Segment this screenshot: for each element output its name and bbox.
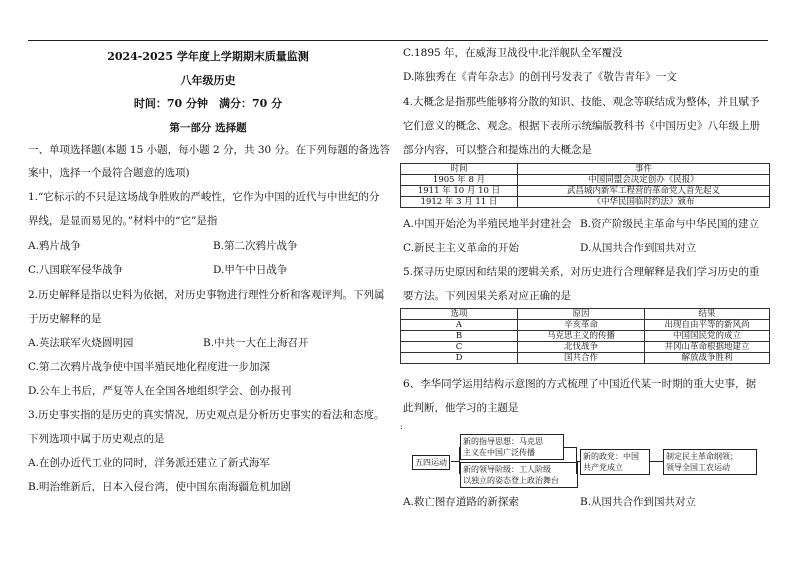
table-cell: 1912 年 3 月 11 日 (401, 197, 518, 208)
table-cell: C (401, 342, 518, 353)
table-cell: A (401, 320, 518, 331)
table-cell: 1905 年 8 月 (401, 175, 518, 186)
table-row (401, 197, 770, 208)
instructions-line2: 案中，选择一个最符合题意的选项) (28, 167, 190, 179)
q1-option-a[interactable]: A.鸦片战争 (28, 240, 81, 252)
table-row (401, 353, 770, 364)
q6-stem-2: 此判断，他学习的主题是 (403, 402, 519, 414)
q6-mark: : (400, 422, 403, 431)
q6-stem-1: 6、李华同学运用结构示意图的方式梳理了中国近代某一时期的重大史事，据 (403, 378, 757, 390)
q6-option-a[interactable]: A.救亡图存道路的新探索 (403, 496, 519, 508)
q3-stem-2: 下列选项中属于历史观点的是 (28, 433, 165, 445)
q4-table-header: 时间 (401, 164, 518, 175)
diagram-end-line1: 制定民主革命纲领； (666, 452, 738, 461)
q2-stem-2: 于历史解释的是 (28, 313, 102, 325)
q4-table (400, 163, 770, 208)
q1-option-d[interactable]: D.甲午中日战争 (213, 264, 288, 276)
q3-stem-1: 3.历史事实指的是历史的真实情况，历史观点是分析历史事实的看法和态度。 (28, 409, 385, 421)
table-row (401, 331, 770, 342)
exam-title: 2024-2025 学年度上学期期末质量监测 (107, 50, 309, 63)
table-cell: 马克思主义的传播 (518, 331, 645, 342)
table-cell: 北伐战争 (518, 342, 645, 353)
diagram-end-line2: 领导全国工农运动 (666, 463, 730, 472)
q2-option-d[interactable]: D.公车上书后，严复等人在全国各地组织学会、创办报刊 (28, 385, 292, 397)
diagram-lower-line1: 新的领导阶级：工人阶级 (463, 465, 551, 474)
instructions-line1: 一、单项选择题(本题 15 小题，每小题 2 分，共 30 分。在下列每题的备选答 (28, 144, 391, 156)
diagram-lower-box (460, 462, 578, 488)
q5-table-header: 原因 (518, 309, 645, 320)
diagram-mid-line1: 新的政党：中国 (583, 452, 639, 461)
table-cell: 解放战争胜利 (645, 353, 770, 364)
part-heading: 第一部分 选择题 (169, 122, 247, 134)
q4-stem-1: 4.大概念是指那些能够将分散的知识、技能、观念等联结成为整体，并且赋予 (403, 96, 760, 108)
table-cell: 井冈山革命根据地建立 (645, 342, 770, 353)
table-cell: 武昌城内新军工程营的革命党人首先起义 (518, 186, 770, 197)
table-cell: B (401, 331, 518, 342)
diagram-upper-line2: 主义在中国广泛传播 (463, 448, 535, 457)
top-rule (28, 40, 768, 41)
q5-table-header: 选项 (401, 309, 518, 320)
q4-table-header: 事件 (518, 164, 770, 175)
q6-option-b[interactable]: B.从国共合作到国共对立 (580, 496, 697, 508)
diagram-end-box (663, 449, 757, 475)
time-score: 时间：70 分钟 满分：70 分 (133, 97, 283, 110)
q3-option-b[interactable]: B.明治维新后，日本入侵台湾，使中国东南海疆危机加剧 (28, 481, 292, 493)
q5-stem-2: 要方法。下列因果关系对应正确的是 (403, 290, 571, 302)
diagram-connector (564, 447, 576, 448)
q1-option-c[interactable]: C.八国联军侵华战争 (28, 264, 123, 276)
q1-option-b[interactable]: B.第二次鸦片战争 (213, 240, 298, 252)
q2-stem-1: 2.历史解释是指以史料为依据，对历史事物进行理性分析和客观评判。下列属 (28, 289, 385, 301)
diagram-mid-line2: 共产党成立 (583, 463, 623, 472)
diagram-connector (649, 461, 663, 462)
diagram-lower-line2: 以独立的姿态登上政治舞台 (463, 476, 559, 485)
q4-option-d[interactable]: D.从国共合作到国共对立 (580, 242, 697, 254)
diagram-start-box: 五四运动 (412, 455, 450, 470)
q5-table (400, 308, 770, 364)
subject-title: 八年级历史 (180, 74, 236, 87)
q4-option-a[interactable]: A.中国开始沦为半殖民地半封建社会 (403, 218, 572, 230)
q2-option-c[interactable]: C.第二次鸦片战争使中国半殖民地化程度进一步加深 (28, 361, 270, 373)
q1-stem-1: 1.“它标示的不只是这场战争胜败的严峻性，它作为中国的近代与中世纪的分 (28, 191, 380, 203)
q4-stem-2: 它们意义的概念、观念。根据下表所示统编版教科书《中国历史》八年级上册 (403, 120, 760, 132)
table-cell: 出现自由平等的新风尚 (645, 320, 770, 331)
diagram-upper-box (460, 434, 564, 460)
q2-option-a[interactable]: A.英法联军火烧圆明园 (28, 337, 134, 349)
diagram-connector (451, 461, 459, 462)
table-cell: 《中华民国临时约法》颁布 (518, 197, 770, 208)
q5-table-header: 结果 (645, 309, 770, 320)
table-cell: 国共合作 (518, 353, 645, 364)
q1-stem-2: 界线，是显而易见的。”材料中的“它”是指 (28, 215, 218, 227)
diagram-upper-line1: 新的指导思想：马克思 (463, 437, 543, 446)
table-row (401, 342, 770, 353)
table-row (401, 186, 770, 197)
q4-stem-3: 部分内容，可以整合和提炼出的大概念是 (403, 144, 592, 156)
diagram-mid-box (580, 449, 650, 475)
q4-option-c[interactable]: C.新民主主义革命的开始 (403, 242, 519, 254)
q3-option-c[interactable]: C.1895 年，在威海卫战役中北洋舰队全军覆没 (403, 47, 623, 59)
table-cell: D (401, 353, 518, 364)
q2-option-b[interactable]: B.中共一大在上海召开 (203, 337, 309, 349)
q3-option-d[interactable]: D.陈独秀在《青年杂志》的创刊号发表了《敬告青年》一文 (403, 71, 677, 83)
table-row (401, 175, 770, 186)
table-cell: 中国国民党的成立 (645, 331, 770, 342)
q5-stem-1: 5.探寻历史原因和结果的逻辑关系，对历史进行合理解释是我们学习历史的重 (403, 266, 760, 278)
q4-option-b[interactable]: B.资产阶级民主革命与中华民国的建立 (580, 218, 760, 230)
table-cell: 辛亥革命 (518, 320, 645, 331)
table-cell: 中国同盟会决定创办《民报》 (518, 175, 770, 186)
q3-option-a[interactable]: A.在创办近代工业的同时，洋务派还建立了新式海军 (28, 457, 270, 469)
table-row (401, 320, 770, 331)
table-cell: 1911 年 10 月 10 日 (401, 186, 518, 197)
